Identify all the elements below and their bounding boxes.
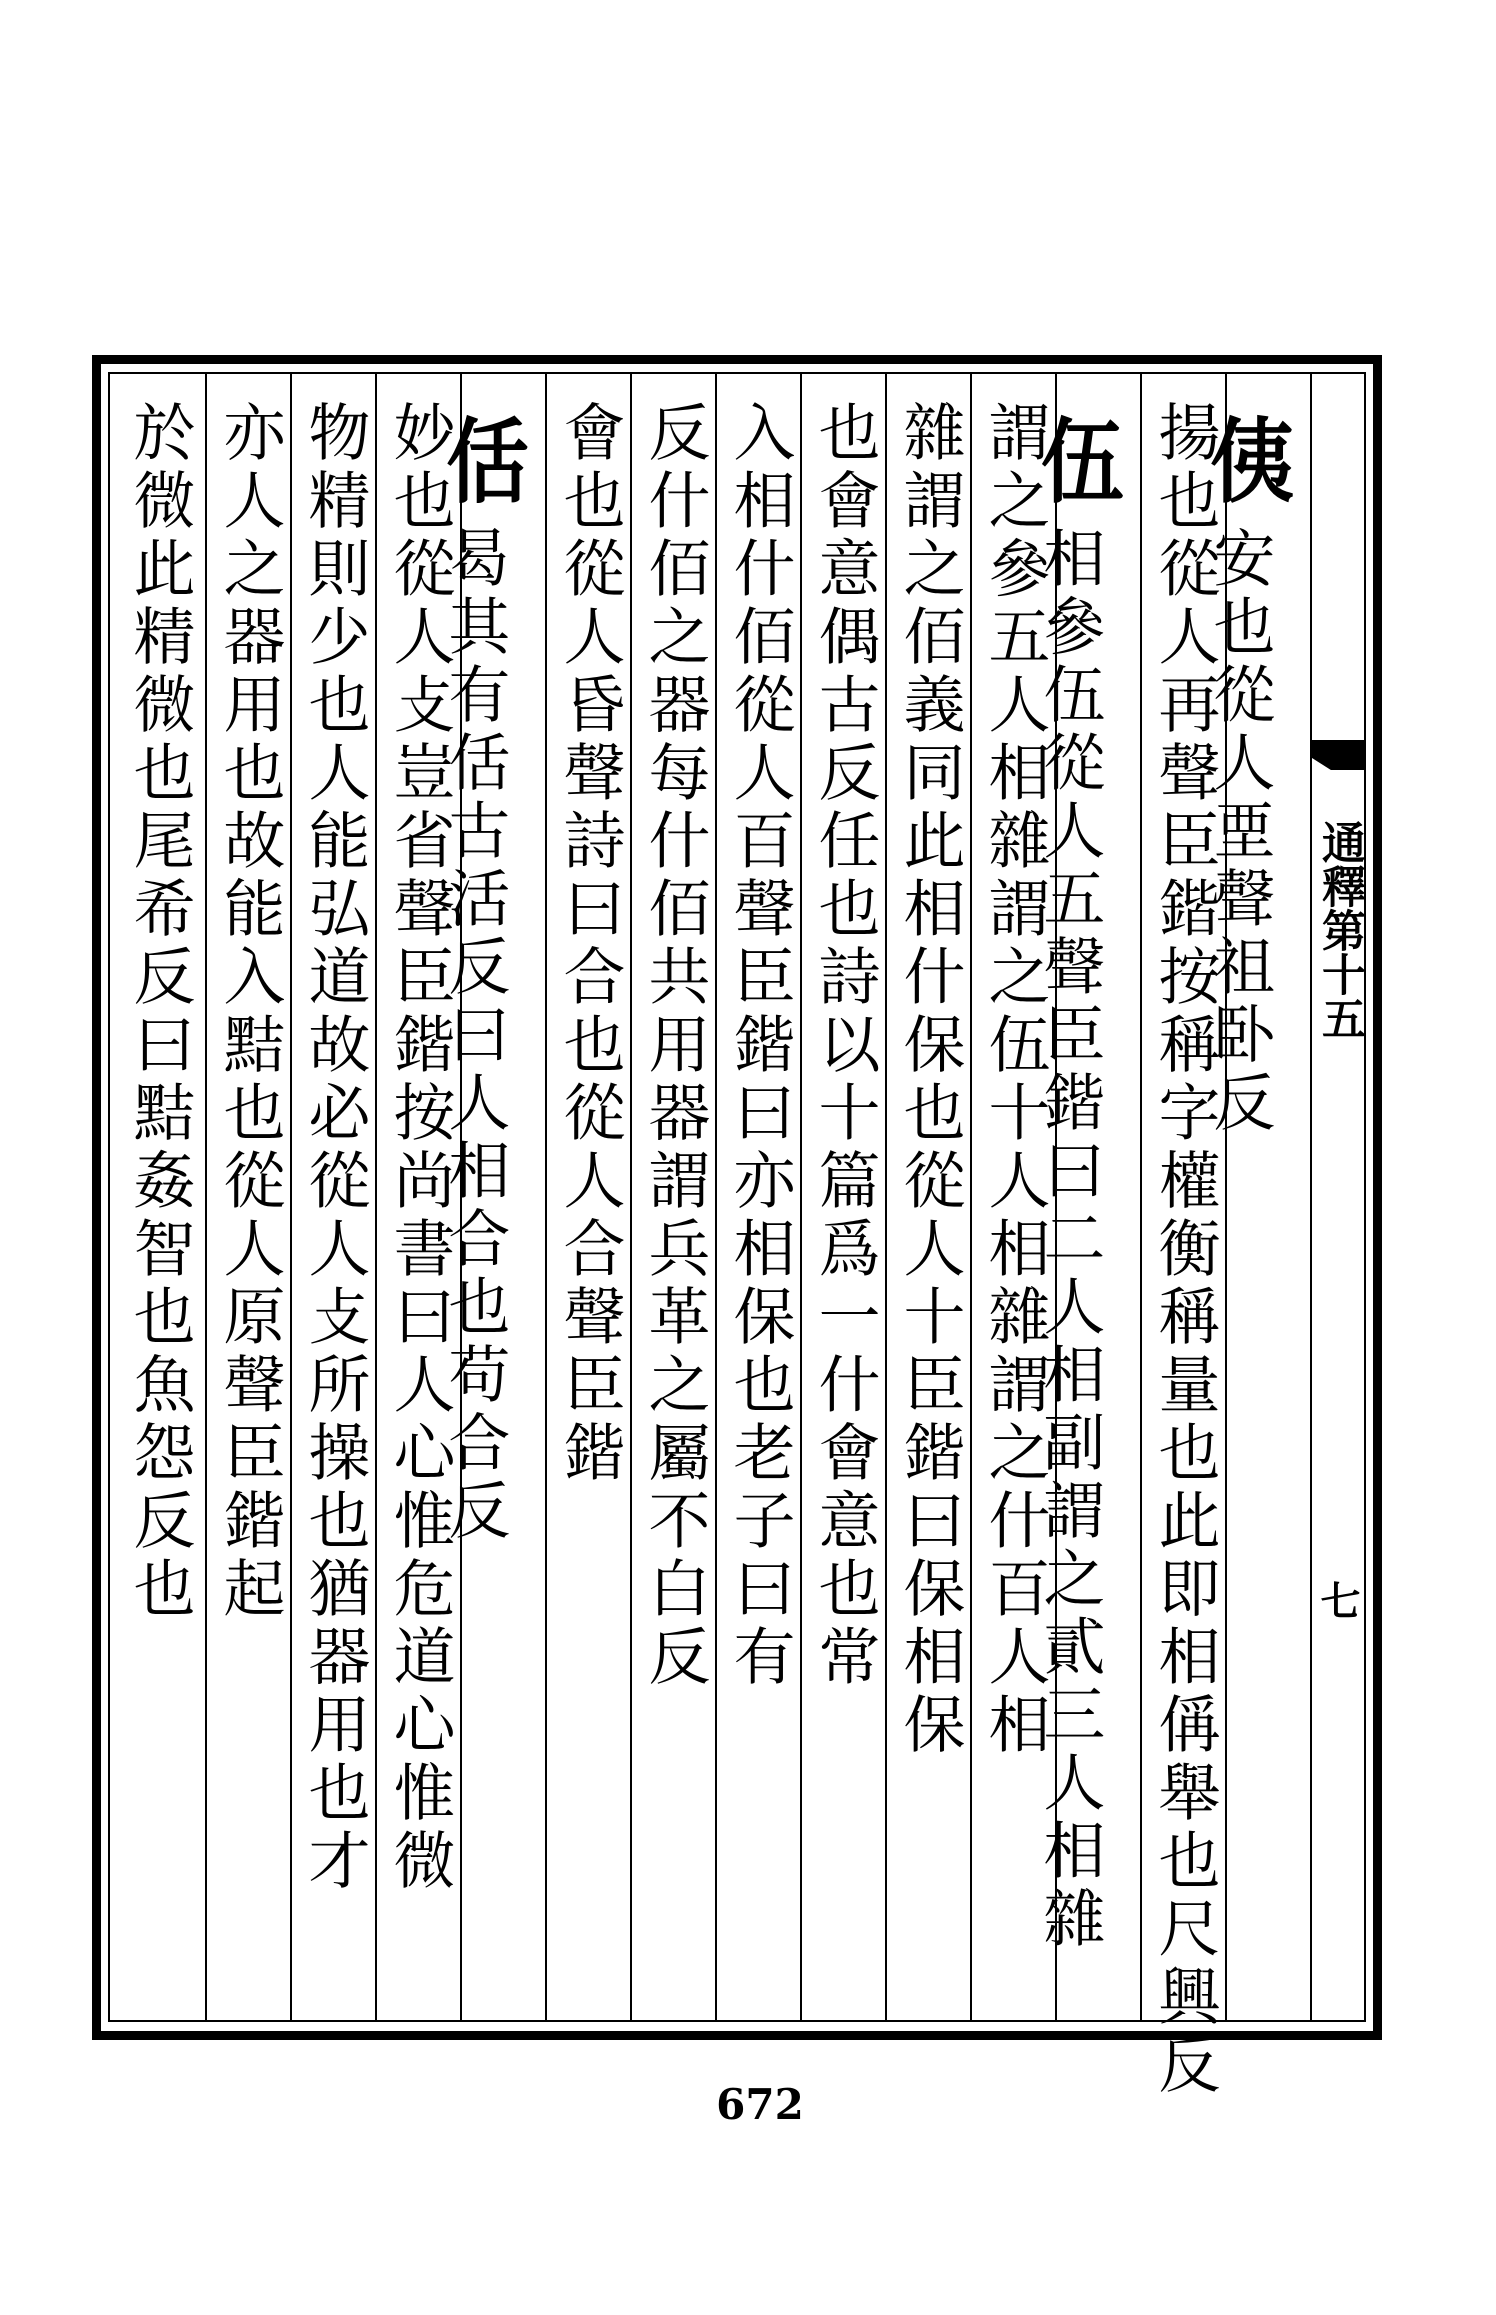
column-text: 反什佰之器每什佰共用器謂兵革之屬不白反 [638, 400, 711, 1692]
text-column [208, 400, 290, 2010]
column-rule [630, 372, 632, 2022]
text-column [1032, 400, 1140, 2010]
text-column [378, 400, 460, 2010]
column-text: 曷其有佸古活反曰人相合也苟合反 [437, 526, 511, 1546]
column-rule [375, 372, 377, 2022]
column-text: 揚也從人再聲臣鍇按稱字權衡稱量也此即相偁舉也尺興反 [1148, 400, 1221, 2100]
text-column [1143, 400, 1225, 2100]
column-text: 安也從人垔聲祖卧反 [1202, 526, 1276, 1138]
margin-book-title: 通釋第十五 [1314, 820, 1365, 1040]
column-text: 入相什佰從人百聲臣鍇曰亦相保也老子曰有 [723, 400, 796, 1692]
column-rule [885, 372, 887, 2022]
seal-glyph: 佸 [445, 409, 535, 516]
text-column [437, 400, 545, 2010]
page-number: 672 [716, 2080, 804, 2129]
column-text: 也會意偶古反任也詩以十篇爲一什會意也常 [808, 400, 881, 1692]
text-column [718, 400, 800, 2010]
column-text: 於微此精微也尾希反曰黠姦智也魚怨反也 [123, 400, 196, 1624]
text-column [888, 400, 970, 2010]
column-rule [715, 372, 717, 2022]
column-rule [290, 372, 292, 2022]
column-text: 會也從人昏聲詩曰合也從人合聲臣鍇 [553, 400, 626, 1488]
column-text: 相參伍從人五聲臣鍇曰二人相副謂之貳三人相雜 [1032, 526, 1106, 1954]
column-text: 物精則少也人能弘道故必從人攴所操也猶器用也才 [298, 400, 371, 1896]
margin-leaf-number: 七 [1314, 1580, 1361, 1620]
column-rule [800, 372, 802, 2022]
text-column [633, 400, 715, 2010]
text-column [803, 400, 885, 2010]
margin-strip [1310, 372, 1366, 2022]
seal-glyph: 伍 [1040, 409, 1130, 516]
text-column [973, 400, 1055, 2010]
column-rule [970, 372, 972, 2022]
column-rule [545, 372, 547, 2022]
column-rule [1140, 372, 1142, 2022]
text-column [118, 400, 200, 2010]
seal-glyph: 侇 [1210, 409, 1300, 516]
text-column [1202, 400, 1310, 2010]
column-text: 謂之參五人相雜謂之伍十人相雜謂之什百人相 [978, 400, 1051, 1760]
column-text: 雜謂之佰義同此相什保也從人十臣鍇曰保相保 [893, 400, 966, 1760]
text-column [548, 400, 630, 2010]
column-rule [205, 372, 207, 2022]
column-text: 妙也從人攴豈省聲臣鍇按尚書曰人心惟危道心惟微 [383, 400, 456, 1896]
text-column [293, 400, 375, 2010]
column-text: 亦人之器用也故能入黠也從人原聲臣鍇起 [213, 400, 286, 1624]
